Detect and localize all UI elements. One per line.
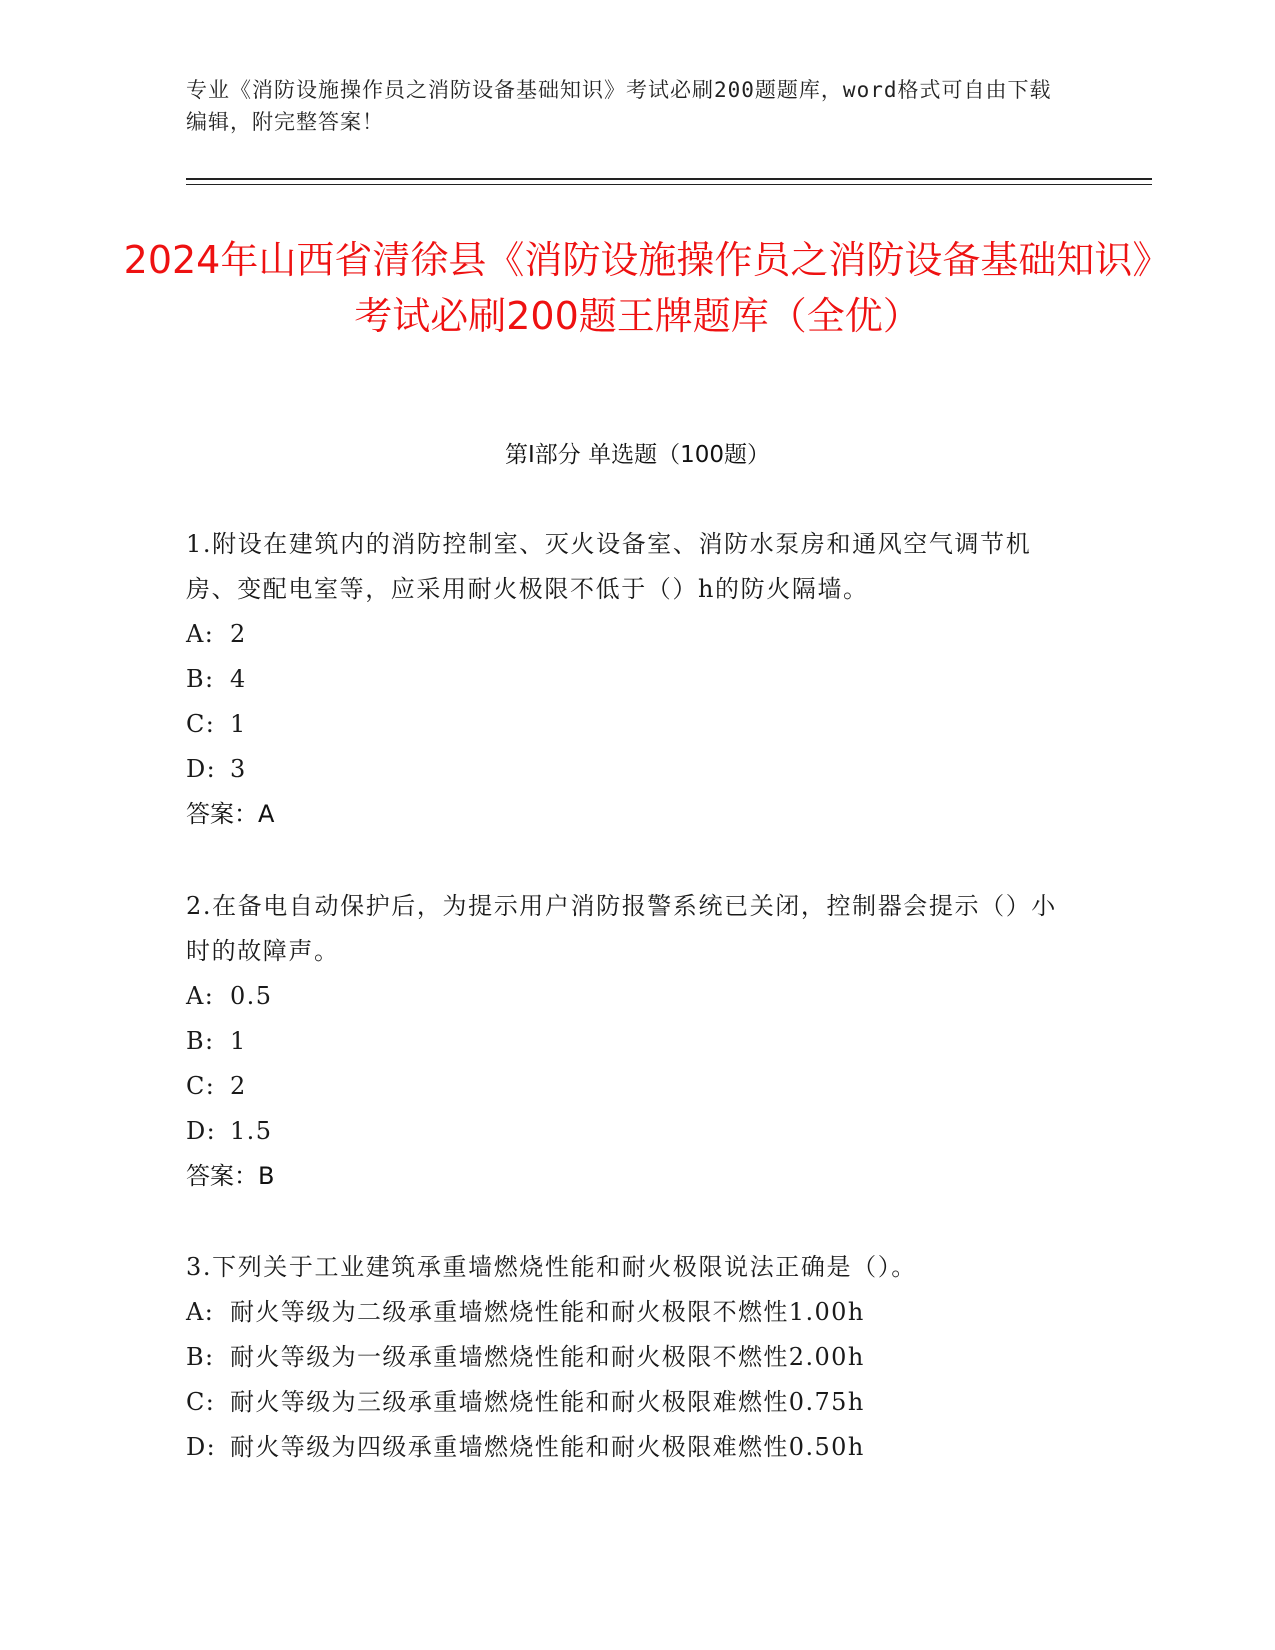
question-stem: 3.下列关于工业建筑承重墙燃烧性能和耐火极限说法正确是（）。 xyxy=(186,1253,917,1281)
question-3 xyxy=(186,1245,1066,1470)
option-key: B: xyxy=(186,1343,215,1371)
option-text: 0.5 xyxy=(230,982,273,1010)
header-divider-thin xyxy=(186,184,1152,185)
header-divider-thick xyxy=(186,178,1152,180)
option-b xyxy=(186,1019,1066,1064)
option-key: A: xyxy=(186,982,215,1010)
option-key: B: xyxy=(186,665,215,693)
option-key: B: xyxy=(186,1027,215,1055)
option-key: C: xyxy=(186,1388,216,1416)
option-b xyxy=(186,1335,1066,1380)
option-a xyxy=(186,974,1066,1019)
option-text: 耐火等级为一级承重墙燃烧性能和耐火极限不燃性2.00h xyxy=(230,1343,865,1371)
section-heading: 第I部分 单选题（100题） xyxy=(505,442,770,468)
option-key: D: xyxy=(186,1117,217,1145)
option-d xyxy=(186,747,1066,792)
option-text: 3 xyxy=(230,755,247,783)
answer-label: 答案：A xyxy=(186,800,275,828)
option-a xyxy=(186,612,1066,657)
option-a xyxy=(186,1290,1066,1335)
option-key: D: xyxy=(186,755,217,783)
answer-label: 答案：B xyxy=(186,1162,275,1190)
option-text: 1 xyxy=(230,1027,247,1055)
option-text: 耐火等级为三级承重墙燃烧性能和耐火极限难燃性0.75h xyxy=(230,1388,865,1416)
option-text: 4 xyxy=(230,665,247,693)
question-stem: 2.在备电自动保护后，为提示用户消防报警系统已关闭，控制器会提示（）小时的故障声。 xyxy=(186,892,1057,965)
option-text: 2 xyxy=(230,620,247,648)
option-key: A: xyxy=(186,620,215,648)
option-key: A: xyxy=(186,1298,215,1326)
option-d xyxy=(186,1109,1066,1154)
document-title: 2024年山西省清徐县《消防设施操作员之消防设备基础知识》考试必刷200题王牌题库（全优） xyxy=(123,238,1152,338)
header-note: 专业《消防设施操作员之消防设备基础知识》考试必刷200题题库，word格式可自由下载编辑，附完整答案！ xyxy=(186,78,1052,134)
question-2 xyxy=(186,884,1066,1199)
option-b xyxy=(186,657,1066,702)
option-key: C: xyxy=(186,1072,216,1100)
option-key: C: xyxy=(186,710,216,738)
question-1 xyxy=(186,522,1066,837)
option-c xyxy=(186,1064,1066,1109)
option-text: 1 xyxy=(230,710,247,738)
option-key: D: xyxy=(186,1433,217,1461)
option-text: 2 xyxy=(230,1072,247,1100)
option-c xyxy=(186,702,1066,747)
option-text: 耐火等级为四级承重墙燃烧性能和耐火极限难燃性0.50h xyxy=(230,1433,865,1461)
option-c xyxy=(186,1380,1066,1425)
option-text: 耐火等级为二级承重墙燃烧性能和耐火极限不燃性1.00h xyxy=(230,1298,865,1326)
option-d xyxy=(186,1425,1066,1470)
option-text: 1.5 xyxy=(230,1117,273,1145)
question-stem: 1.附设在建筑内的消防控制室、灭火设备室、消防水泵房和通风空气调节机房、变配电室等，应采用耐火极限不低于（）h的防火隔墙。 xyxy=(186,530,1032,603)
